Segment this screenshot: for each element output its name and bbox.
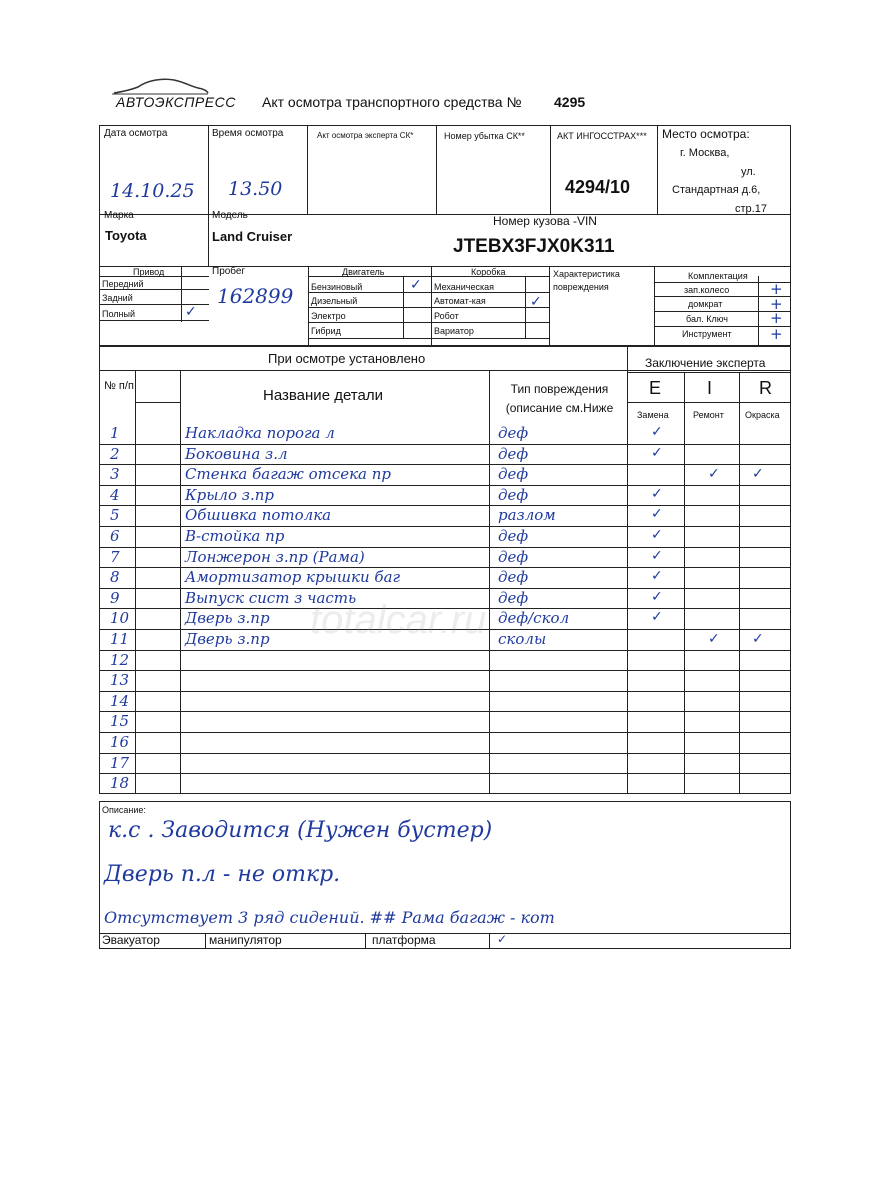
engine-petrol-check-icon: ✓ — [410, 277, 422, 293]
paint-check-icon: ✓ — [752, 466, 764, 483]
vin-value: JTEBX3FJX0K311 — [453, 236, 615, 257]
place-line-4: стр.17 — [735, 203, 767, 215]
row-number: 13 — [110, 671, 130, 690]
row-part-name: В-стойка пр — [185, 527, 285, 545]
col-name-replace: Замена — [637, 410, 669, 420]
gearbox-option-auto: Автомат-кая — [434, 296, 486, 306]
engine-title: Двигатель — [342, 267, 385, 277]
watermark-text: totalcar.ru — [310, 598, 487, 642]
replace-check-icon: ✓ — [651, 485, 663, 502]
equipment-title: Комплектация — [688, 271, 748, 281]
transport-option-platform: платформа — [372, 933, 436, 947]
drive-option-all: Полный — [102, 309, 135, 319]
wrench-plus-icon: + — [770, 309, 783, 327]
gearbox-option-robot: Робот — [434, 311, 459, 321]
document-title: Акт осмотра транспортного средства № — [262, 94, 522, 110]
conclusion-title: Заключение эксперта — [645, 356, 766, 370]
row-number: 15 — [110, 712, 130, 731]
drive-option-front: Передний — [102, 279, 144, 289]
replace-check-icon: ✓ — [651, 609, 663, 626]
date-label: Дата осмотра — [104, 128, 168, 139]
equipment-jack: домкрат — [688, 299, 723, 309]
row-number: 14 — [110, 691, 130, 710]
place-line-1: г. Москва, — [680, 147, 730, 159]
row-part-name: Лонжерон з.пр (Рама) — [185, 547, 365, 566]
replace-check-icon: ✓ — [651, 506, 663, 523]
row-number: 5 — [110, 506, 120, 525]
row-damage-type: деф — [498, 424, 529, 442]
col-name-paint: Окраска — [745, 410, 780, 420]
row-number: 1 — [110, 424, 120, 442]
ingos-value: 4294/10 — [565, 177, 631, 197]
model-label: Модель — [212, 210, 248, 221]
row-damage-type: разлом — [498, 506, 556, 525]
time-value: 13.50 — [228, 178, 283, 200]
description-line-3: Отсутствует 3 ряд сидений. ## Рама багаж - кот — [104, 908, 555, 927]
row-number: 6 — [110, 527, 120, 545]
damage-header: Тип повреждения (описание см.Ниже — [505, 382, 614, 415]
make-label: Марка — [104, 210, 134, 221]
engine-option-hybrid: Гибрид — [311, 326, 341, 336]
place-line-2: ул. — [741, 166, 756, 178]
drive-option-rear: Задний — [102, 293, 133, 303]
row-number: 9 — [110, 588, 120, 607]
gearbox-option-cvt: Вариатор — [434, 326, 474, 336]
row-damage-type: деф/скол — [498, 609, 570, 628]
col-letter-e: E — [649, 378, 662, 398]
spare-wheel-plus-icon: + — [770, 280, 783, 298]
row-part-name: Дверь з.пр — [185, 630, 270, 648]
transport-option-manipulator: манипулятор — [209, 933, 282, 947]
row-number: 7 — [110, 547, 120, 566]
row-damage-type: деф — [498, 527, 529, 545]
vin-label: Номер кузова -VIN — [493, 214, 597, 228]
engine-option-electric: Электро — [311, 311, 346, 321]
mileage-value: 162899 — [217, 284, 294, 308]
row-number: 8 — [110, 568, 120, 587]
row-part-name: Дверь з.пр — [185, 609, 270, 628]
jack-plus-icon: + — [770, 295, 783, 313]
engine-option-diesel: Дизельный — [311, 296, 358, 306]
col-letter-r: R — [759, 378, 772, 398]
transport-option-tow: Эвакуатор — [102, 933, 160, 947]
description-line-1: к.с . Заводится (Нужен бустер) — [108, 818, 493, 843]
description-label: Описание: — [102, 805, 146, 815]
row-damage-type: деф — [498, 444, 529, 463]
row-number: 18 — [110, 774, 130, 793]
make-value: Toyota — [105, 228, 147, 243]
row-damage-type: сколы — [498, 630, 547, 648]
time-label: Время осмотра — [212, 128, 284, 139]
place-line-3: Стандартная д.6, — [672, 184, 761, 196]
row-part-name: Крыло з.пр — [185, 485, 274, 504]
platform-check-icon: ✓ — [497, 932, 508, 946]
row-number: 12 — [110, 650, 130, 669]
col-letter-i: I — [707, 378, 713, 398]
replace-check-icon: ✓ — [651, 568, 663, 585]
row-number: 16 — [110, 733, 130, 751]
place-label: Место осмотра: — [662, 127, 750, 141]
row-part-name: Боковина з.л — [185, 444, 288, 463]
car-silhouette-icon — [110, 74, 210, 96]
description-line-2: Дверь п.л - не откр. — [104, 862, 341, 887]
replace-check-icon: ✓ — [651, 527, 663, 543]
row-damage-type: деф — [498, 547, 529, 566]
paint-check-icon: ✓ — [752, 631, 764, 647]
equipment-spare-wheel: зап.колесо — [684, 285, 730, 295]
repair-check-icon: ✓ — [708, 631, 720, 647]
row-number: 10 — [110, 609, 130, 628]
expert-act-label: Акт осмотра эксперта СК* — [317, 131, 414, 140]
equipment-wrench: бал. Ключ — [686, 314, 728, 324]
findings-title: При осмотре установлено — [268, 351, 426, 366]
row-number: 17 — [110, 753, 130, 772]
drive-title: Привод — [133, 267, 165, 277]
engine-option-petrol: Бензиновый — [311, 282, 363, 292]
damage-char-label: Характеристика повреждения — [553, 269, 620, 292]
row-part-name: Стенка багаж отсека пр — [185, 465, 392, 484]
row-number: 4 — [110, 485, 120, 504]
row-number: 3 — [110, 465, 120, 484]
replace-check-icon: ✓ — [651, 588, 663, 605]
replace-check-icon: ✓ — [651, 444, 663, 461]
col-name-repair: Ремонт — [693, 410, 724, 420]
row-part-name: Амортизатор крышки баг — [185, 568, 401, 587]
company-logo — [110, 74, 236, 114]
repair-check-icon: ✓ — [708, 466, 720, 483]
row-number: 11 — [110, 630, 130, 648]
model-value: Land Cruiser — [212, 229, 293, 244]
row-damage-type: деф — [498, 485, 529, 504]
gearbox-auto-check-icon: ✓ — [530, 294, 542, 310]
row-part-name: Выпуск сист з часть — [185, 588, 357, 607]
row-damage-type: деф — [498, 588, 529, 607]
gearbox-title: Коробка — [471, 267, 506, 277]
tools-plus-icon: + — [770, 325, 783, 343]
date-value: 14.10.25 — [110, 180, 195, 202]
row-damage-type: деф — [498, 465, 529, 484]
num-header: № п/п — [104, 380, 134, 392]
loss-number-label: Номер убытка СК** — [444, 131, 525, 141]
equipment-tools: Инструмент — [682, 329, 732, 339]
row-part-name: Обшивка потолка — [185, 506, 332, 525]
row-part-name: Накладка порога л — [185, 424, 335, 442]
mileage-label: Пробег — [212, 266, 246, 277]
replace-check-icon: ✓ — [651, 547, 663, 564]
gearbox-option-manual: Механическая — [434, 282, 495, 292]
row-number: 2 — [110, 444, 120, 463]
drive-all-check-icon: ✓ — [185, 304, 197, 320]
part-header: Название детали — [263, 387, 383, 404]
row-damage-type: деф — [498, 568, 529, 587]
ingos-label: АКТ ИНГОССТРАХ*** — [557, 131, 647, 141]
replace-check-icon: ✓ — [651, 424, 663, 440]
document-number: 4295 — [554, 94, 586, 110]
logo-text: АВТОЭКСПРЕСС — [116, 94, 236, 110]
